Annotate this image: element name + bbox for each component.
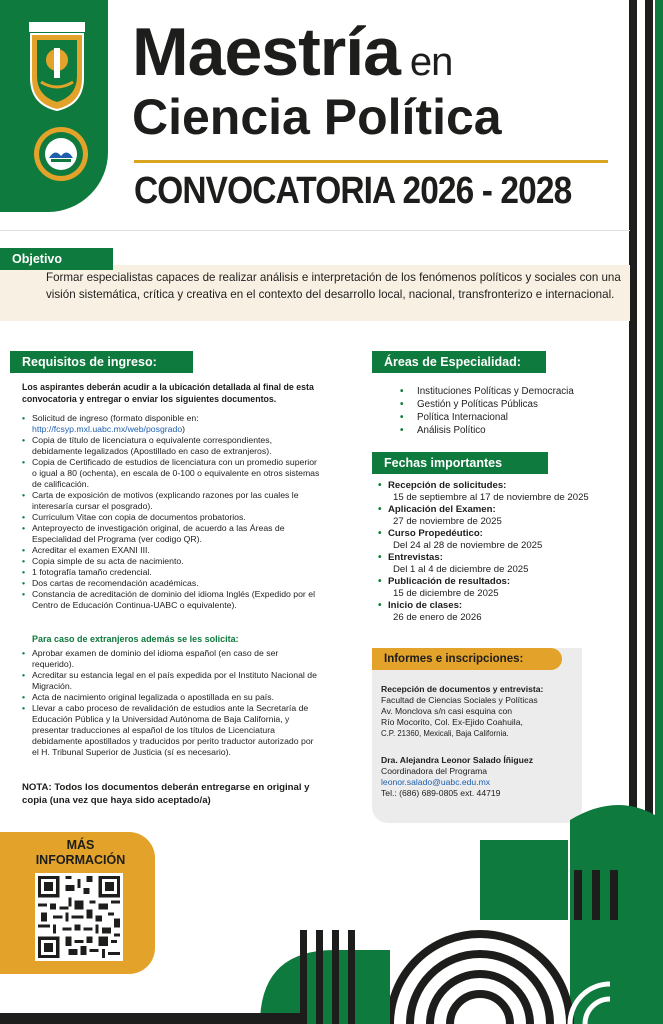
list-item: • Acreditar su estancia legal en el país expedida por el Instituto Nacional de Migración. [22, 670, 320, 692]
areas-header: Áreas de Especialidad: [372, 351, 546, 373]
geometric-decoration [240, 780, 663, 1024]
qr-code-icon[interactable] [35, 873, 123, 961]
nota-text: NOTA: Todos los documentos deberán entregarse en original y copia (una vez que haya sido aceptado/a) [22, 782, 310, 806]
list-item: • Publicación de resultados: 15 de diciembre de 2025 [378, 576, 628, 599]
address-line: C.P. 21360, Mexicali, Baja California. [381, 729, 509, 738]
list-item: • Copia de título de licenciatura o equivalente correspondientes, debidamente legalizados (Apostillado en caso de extranjeros). [22, 435, 320, 457]
list-item: • Solicitud de ingreso (formato disponible en: http://fcsyp.mxl.uabc.mx/web/posgrado) [22, 413, 320, 435]
list-item: • Dos cartas de recomendación académicas. [22, 578, 320, 589]
address-line: Río Mocorito, Col. Ex-Ejido Coahuila, [381, 717, 523, 727]
objetivo-text: Formar especialistas capaces de realizar análisis e interpretación de los fenómenos políticos y sociales con una visión sistemática, crítica y creativa en el contexto del desarrollo local, nacional, transfronterizo e internacional. [46, 271, 621, 301]
fechas-header: Fechas importantes [372, 452, 548, 474]
list-item: • Carta de exposición de motivos (explicando razones por las cuales le interesaría cursar el posgrado). [22, 490, 320, 512]
list-item: • Entrevistas: Del 1 al 4 de diciembre de 2025 [378, 552, 628, 575]
requisitos-list [22, 413, 320, 611]
list-item: • Gestión y Políticas Públicas [400, 398, 574, 411]
list-item: • Curriculum Vitae con copia de documentos probatorios. [22, 512, 320, 523]
informes-header: Informes e inscripciones: [372, 648, 562, 670]
list-item: • Instituciones Políticas y Democracia [400, 385, 574, 398]
recepcion-title: Recepción de documentos y entrevista: [381, 684, 544, 694]
list-item: • Acta de nacimiento original legalizada o apostillada en su país. [22, 692, 320, 703]
list-item: • Acreditar el examen EXANI III. [22, 545, 320, 556]
faculty-seal-icon [33, 126, 89, 182]
title-maestria: Maestría en [132, 14, 453, 90]
fechas-list [378, 480, 628, 624]
extranjeros-title: Para caso de extranjeros además se les solicita: [32, 634, 239, 644]
uabc-shield-logo-icon [27, 20, 87, 112]
title-ciencia-politica: Ciencia Política [132, 89, 502, 145]
list-item: • Recepción de solicitudes: 15 de septiembre al 17 de noviembre de 2025 [378, 480, 628, 503]
extranjeros-list [22, 648, 320, 758]
requisitos-header: Requisitos de ingreso: [10, 351, 193, 373]
list-item: • Inicio de clases: 26 de enero de 2026 [378, 600, 628, 623]
areas-list [400, 385, 574, 437]
posgrado-link[interactable]: http://fcsyp.mxl.uabc.mx/web/posgrado [32, 424, 183, 434]
list-item: • Anteproyecto de investigación original, de acuerdo a las Áreas de Especialidad del Programa (ver codigo QR). [22, 523, 320, 545]
list-item: • Llevar a cabo proceso de revalidación de estudios ante la Secretaría de Educación Pública y la Universidad Autónoma de Baja California, y presentar traducciones al español de los títulos de Licenciatura debidamente apostillados y traducidos por perito traductor autorizado por el H. Tribunal Superior de Justicia (sí es necesario). [22, 703, 320, 758]
list-item: • Copia simple de su acta de nacimiento. [22, 556, 320, 567]
list-item: • 1 fotografía tamaño credencial. [22, 567, 320, 578]
list-item: • Constancia de acreditación de dominio del idioma Inglés (Expedido por el Centro de Educación Continua-UABC o equivalente). [22, 589, 320, 611]
list-item: • Curso Propedéutico: Del 24 al 28 de noviembre de 2025 [378, 528, 628, 551]
mas-informacion-text: MÁS INFORMACIÓN [35, 838, 126, 867]
list-item: • Aprobar examen de dominio del idioma español (en caso de ser requerido). [22, 648, 320, 670]
address-line: Av. Monclova s/n casi esquina con [381, 706, 513, 716]
contact-role: Coordinadora del Programa [381, 766, 488, 776]
list-item: • Aplicación del Examen: 27 de noviembre de 2025 [378, 504, 628, 527]
list-item: • Política Internacional [400, 411, 574, 424]
title-divider [134, 160, 608, 163]
objetivo-header: Objetivo [0, 248, 113, 270]
email-link[interactable]: leonor.salado@uabc.edu.mx [381, 777, 491, 787]
convocatoria-heading: CONVOCATORIA 2026 - 2028 [134, 170, 572, 212]
phone-text: Tel.: (686) 689-0805 ext. 44719 [381, 788, 501, 798]
contact-name: Dra. Alejandra Leonor Salado Íñiguez [381, 755, 534, 765]
bottom-dark-bar [0, 1013, 300, 1024]
address-line: Facultad de Ciencias Sociales y Políticas [381, 695, 538, 705]
requisitos-intro: Los aspirantes deberán acudir a la ubicación detallada al final de esta convocatoria y entregar o enviar los siguientes documentos. [22, 382, 314, 404]
list-item: • Análisis Político [400, 424, 574, 437]
list-item: • Copia de Certificado de estudios de licenciatura con un promedio superior o igual a 80 (ochenta), en escala de 0-100 o equivalente en otros sistemas de calificación. [22, 457, 320, 490]
section-divider [0, 230, 630, 231]
